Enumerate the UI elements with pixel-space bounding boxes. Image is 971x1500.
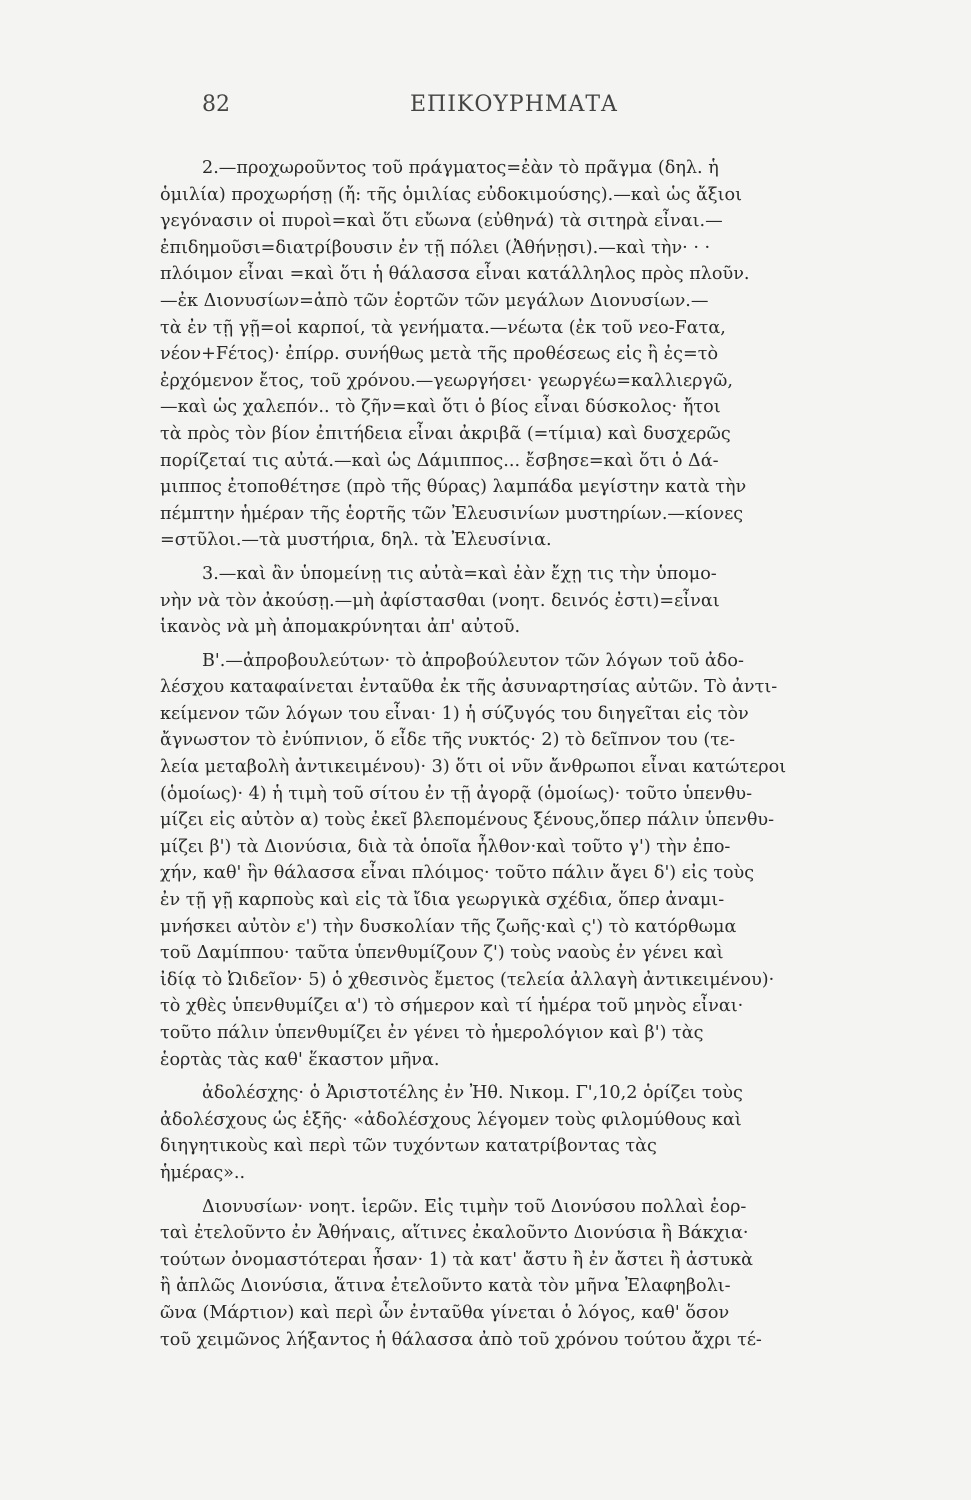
text-line: —καὶ ὡς χαλεπόν.. τὸ ζῆν=καὶ ὅτι ὁ βίος εἶναι δύσκολος· ἤτοι [160, 397, 721, 418]
text-line: λεία μεταβολὴ ἀντικειμένου)· 3) ὅτι οἱ νῦν ἄνθρωποι εἶναι κατώτεροι [160, 757, 787, 778]
text-line: τοῦ χειμῶνος λήξαντος ἡ θάλασσα ἀπὸ τοῦ χρόνου τούτου ἄχρι τέ- [160, 1329, 762, 1350]
text-line: ῶνα (Μάρτιον) καὶ περὶ ὧν ἐνταῦθα γίνεται ὁ λόγος, καθ' ὅσον [160, 1302, 730, 1323]
text-line: γεγόνασιν οἱ πυροὶ=καὶ ὅτι εὔωνα (εὐθηνά) τὰ σιτηρὰ εἶναι.— [160, 211, 723, 232]
text-line: ἄγνωστον τὸ ἐνύπνιον, ὅ εἶδε τῆς νυκτός· 2) τὸ δεῖπνον του (τε- [160, 730, 735, 751]
text-line: ἡμέρας».. [160, 1162, 246, 1183]
text-line: ἀδολέσχους ὡς ἑξῆς· «ἀδολέσχους λέγομεν τοὺς φιλομύθους καὶ [160, 1109, 742, 1130]
text-line: μιππος ἐτοποθέτησε (πρὸ τῆς θύρας) λαμπάδα μεγίστην κατὰ τὴν [160, 477, 747, 498]
text-line: —ἐκ Διονυσίων=ἀπὸ τῶν ἑορτῶν τῶν μεγάλων Διονυσίων.— [160, 290, 709, 311]
text-line: λέσχου καταφαίνεται ἐνταῦθα ἐκ τῆς ἀσυναρτησίας αὐτῶν. Τὸ ἀντι- [160, 677, 778, 698]
text-line: μνήσκει αὐτὸν ε') τὴν δυσκολίαν τῆς ζωῆς·καὶ ς') τὸ κατόρθωμα [160, 916, 737, 937]
page-header [0, 92, 971, 132]
text-line: ἐπιδημοῦσι=διατρίβουσιν ἐν τῇ πόλει (Ἀθήνῃσι).—καὶ τὴν· · · [160, 237, 711, 258]
text-line: πέμπτην ἡμέραν τῆς ἑορτῆς τῶν Ἐλευσινίων μυστηρίων.—κίονες [160, 503, 744, 524]
text-line: τούτων ὀνομαστότεραι ἦσαν· 1) τὰ κατ' ἄστυ ἢ ἐν ἄστει ἢ ἀστυκὰ [160, 1249, 754, 1270]
text-line: Διονυσίων· νοητ. ἱερῶν. Εἰς τιμὴν τοῦ Διονύσου πολλαὶ ἑορ- [202, 1196, 747, 1217]
text-line: ἀδολέσχης· ὁ Ἀριστοτέλης ἐν Ἠθ. Νικομ. Γ',10,2 ὁρίζει τοὺς [202, 1083, 743, 1104]
text-line: χήν, καθ' ἣν θάλασσα εἶναι πλόιμος· τοῦτο πάλιν ἄγει δ') εἰς τοὺς [160, 863, 755, 884]
page-number: 82 [202, 92, 230, 117]
text-line: ἰδίᾳ τὸ Ὠιδεῖον· 5) ὁ χθεσινὸς ἔμετος (τελεία ἀλλαγὴ ἀντικειμένου)· [160, 969, 775, 990]
text-line: ὁμιλία) προχωρήσῃ (ἤ: τῆς ὁμιλίας εὐδοκιμούσης).—καὶ ὡς ἄξιοι [160, 184, 742, 205]
paragraph [160, 648, 865, 1074]
text-line: μίζει εἰς αὐτὸν α) τοὺς ἐκεῖ βλεπομένους ξένους,ὅπερ πάλιν ὑπενθυ- [160, 810, 775, 831]
paragraph [160, 1194, 865, 1354]
text-line: πλόιμον εἶναι =καὶ ὅτι ἡ θάλασσα εἶναι κατάλληλος πρὸς πλοῦν. [160, 264, 750, 285]
text-line: ἱκανὸς νὰ μὴ ἀπομακρύνηται ἀπ' αὐτοῦ. [160, 617, 521, 638]
text-line: τὰ πρὸς τὸν βίον ἐπιτήδεια εἶναι ἀκριβᾶ (=τίμια) καὶ δυσχερῶς [160, 423, 731, 444]
paragraph [160, 561, 865, 641]
text-line: νὴν νὰ τὸν ἀκούσῃ.—μὴ ἀφίστασθαι (νοητ. δεινός ἐστι)=εἶναι [160, 590, 720, 611]
text-line: ἐρχόμενον ἔτος, τοῦ χρόνου.—γεωργήσει· γεωργέω=καλλιεργῶ, [160, 370, 733, 391]
text-line: κείμενον τῶν λόγων του εἶναι· 1) ἡ σύζυγός του διηγεῖται εἰς τὸν [160, 703, 749, 724]
text-line: τοῦ Δαμίππου· ταῦτα ὑπενθυμίζουν ζ') τοὺς ναοὺς ἐν γένει καὶ [160, 943, 724, 964]
text-line: ἢ ἁπλῶς Διονύσια, ἅτινα ἐτελοῦντο κατὰ τὸν μῆνα Ἐλαφηβολι- [160, 1276, 731, 1297]
page-body [160, 155, 865, 1353]
text-line: τὰ ἐν τῇ γῇ=οἱ καρποί, τὰ γενήματα.—νέωτα (ἐκ τοῦ νεο-Fατα, [160, 317, 726, 338]
text-line: =στῦλοι.—τὰ μυστήρια, δηλ. τὰ Ἐλευσίνια. [160, 530, 552, 551]
text-line: τοῦτο πάλιν ὑπενθυμίζει ἐν γένει τὸ ἡμερολόγιον καὶ β') τὰς [160, 1023, 704, 1043]
text-line: ἑορτὰς τὰς καθ' ἕκαστον μῆνα. [160, 1049, 440, 1070]
paragraph [160, 155, 865, 554]
text-line: διηγητικοὺς καὶ περὶ τῶν τυχόντων κατατρίβοντας τὰς [160, 1136, 657, 1157]
text-line: 2.—προχωροῦντος τοῦ πράγματος=ἐὰν τὸ πρᾶγμα (δηλ. ἡ [202, 158, 719, 178]
text-line: (ὁμοίως)· 4) ἡ τιμὴ τοῦ σίτου ἐν τῇ ἀγορᾷ (ὁμοίως)· τοῦτο ὑπενθυ- [160, 783, 753, 804]
running-title: ΕΠΙΚΟΥΡΗΜΑΤΑ [410, 92, 618, 117]
text-line: ταὶ ἐτελοῦντο ἐν Ἀθήναις, αἵτινες ἐκαλοῦντο Διονύσια ἢ Βάκχια· [160, 1223, 749, 1244]
text-line: πορίζεταί τις αὐτά.—καὶ ὡς Δάμιππος... ἔσβησε=καὶ ὅτι ὁ Δά- [160, 450, 719, 471]
text-line: μίζει β') τὰ Διονύσια, διὰ τὰ ὁποῖα ἦλθον·καὶ τοῦτο γ') τὴν ἐπο- [160, 836, 731, 857]
paragraph [160, 1080, 865, 1186]
text-line: νέον+Fέτος)· ἐπίρρ. συνήθως μετὰ τῆς προθέσεως εἰς ἢ ἐς=τὸ [160, 344, 719, 365]
text-line: τὸ χθὲς ὑπενθυμίζει α') τὸ σήμερον καὶ τί ἡμέρα τοῦ μηνὸς εἶναι· [160, 996, 744, 1017]
text-line: 3.—καὶ ἂν ὑπομείνῃ τις αὐτὰ=καὶ ἐὰν ἔχῃ τις τὴν ὑπομο- [202, 563, 717, 584]
text-line: ἐν τῇ γῇ καρποὺς καὶ εἰς τὰ ἴδια γεωργικὰ σχέδια, ὅπερ ἀναμι- [160, 890, 725, 911]
text-line: Β'.—ἀπροβουλεύτων· τὸ ἀπροβούλευτον τῶν λόγων τοῦ ἀδο- [202, 650, 744, 671]
